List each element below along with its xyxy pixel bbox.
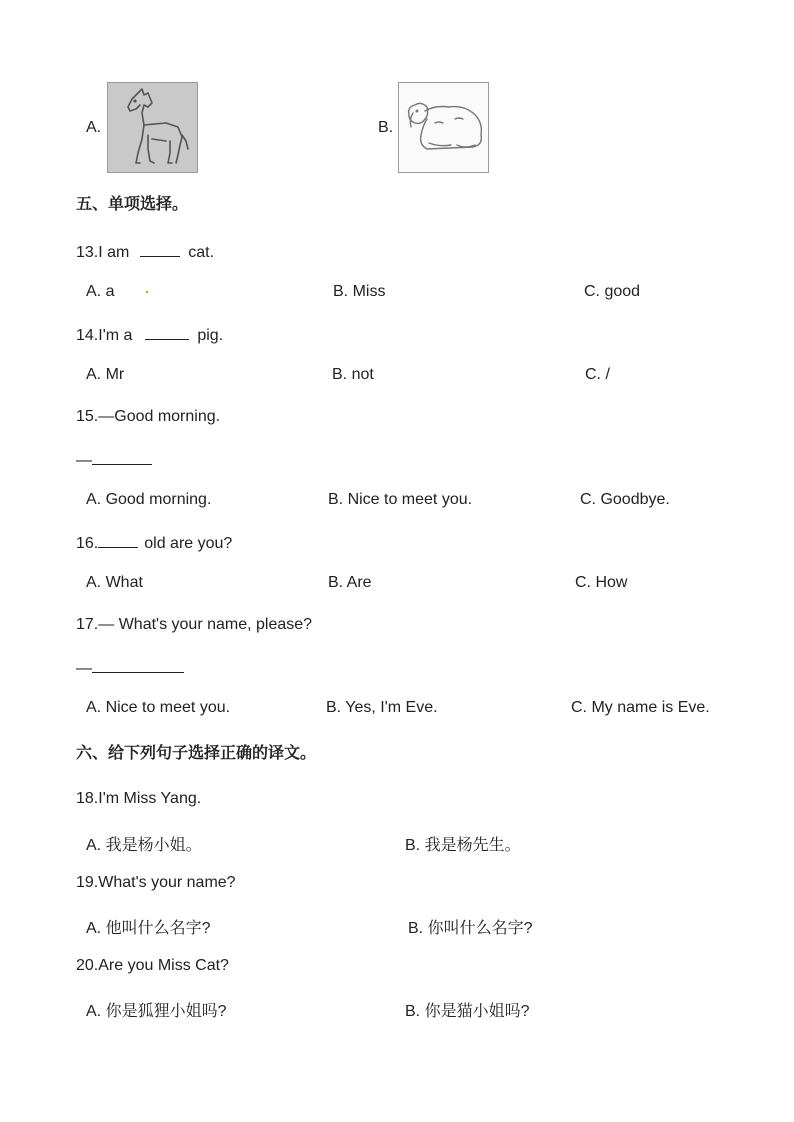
answer-dash: —	[76, 452, 92, 469]
question-16	[76, 533, 232, 553]
answer-line-17	[76, 658, 184, 678]
option-18-a[interactable]: A. 我是杨小姐。	[86, 837, 202, 854]
horse-icon	[108, 83, 197, 172]
option-15-a[interactable]: A. Good morning.	[86, 491, 212, 508]
option-15-c[interactable]: C. Goodbye.	[580, 491, 670, 508]
sheep-picture	[398, 82, 489, 173]
question-16-stem-post: old are you?	[144, 535, 233, 552]
section-6-heading: 六、给下列句子选择正确的译文。	[76, 743, 317, 762]
option-17-a[interactable]: A. Nice to meet you.	[86, 699, 231, 716]
sheep-icon	[399, 83, 488, 172]
horse-picture	[107, 82, 198, 173]
option-14-b[interactable]: B. not	[332, 366, 374, 383]
option-14-a[interactable]: A. Mr	[86, 366, 125, 383]
question-13-stem-pre: 13.I am	[76, 244, 130, 261]
option-18-b[interactable]: B. 我是杨先生。	[405, 837, 521, 854]
question-19: 19.What's your name?	[76, 874, 236, 891]
option-16-c[interactable]: C. How	[575, 574, 628, 591]
option-20-b[interactable]: B. 你是猫小姐吗?	[405, 1003, 530, 1020]
option-16-b[interactable]: B. Are	[328, 574, 372, 591]
question-14	[76, 325, 223, 345]
option-13-b[interactable]: B. Miss	[333, 283, 386, 300]
option-13-a[interactable]: A. a	[86, 283, 115, 300]
option-15-b[interactable]: B. Nice to meet you.	[328, 491, 473, 508]
option-17-b[interactable]: B. Yes, I'm Eve.	[326, 699, 438, 716]
answer-blank[interactable]	[92, 450, 152, 465]
question-16-stem-pre: 16.	[76, 535, 99, 552]
question-14-stem-post: pig.	[197, 327, 224, 344]
option-14-c[interactable]: C. /	[585, 366, 610, 383]
option-13-c[interactable]: C. good	[584, 283, 641, 300]
answer-dash: —	[76, 660, 92, 677]
option-16-a[interactable]: A. What	[86, 574, 143, 591]
answer-blank[interactable]	[98, 533, 138, 548]
option-19-b[interactable]: B. 你叫什么名字?	[408, 920, 533, 937]
question-13-stem-post: cat.	[188, 244, 215, 261]
stray-mark	[146, 291, 148, 293]
answer-blank[interactable]	[92, 658, 184, 673]
question-17: 17.— What's your name, please?	[76, 616, 313, 633]
answer-blank[interactable]	[140, 242, 180, 257]
question-13	[76, 242, 214, 262]
option-19-a[interactable]: A. 他叫什么名字?	[86, 920, 211, 937]
answer-line-15	[76, 450, 152, 470]
question-14-stem-pre: 14.I'm a	[76, 327, 133, 344]
answer-blank[interactable]	[145, 325, 189, 340]
picture-option-a-label: A.	[86, 119, 102, 136]
option-20-a[interactable]: A. 你是狐狸小姐吗?	[86, 1003, 227, 1020]
question-18: 18.I'm Miss Yang.	[76, 790, 202, 807]
question-15: 15.—Good morning.	[76, 408, 221, 425]
picture-option-b-label: B.	[378, 119, 394, 136]
option-17-c[interactable]: C. My name is Eve.	[571, 699, 710, 716]
question-20: 20.Are you Miss Cat?	[76, 957, 229, 974]
section-5-heading: 五、单项选择。	[76, 194, 189, 213]
